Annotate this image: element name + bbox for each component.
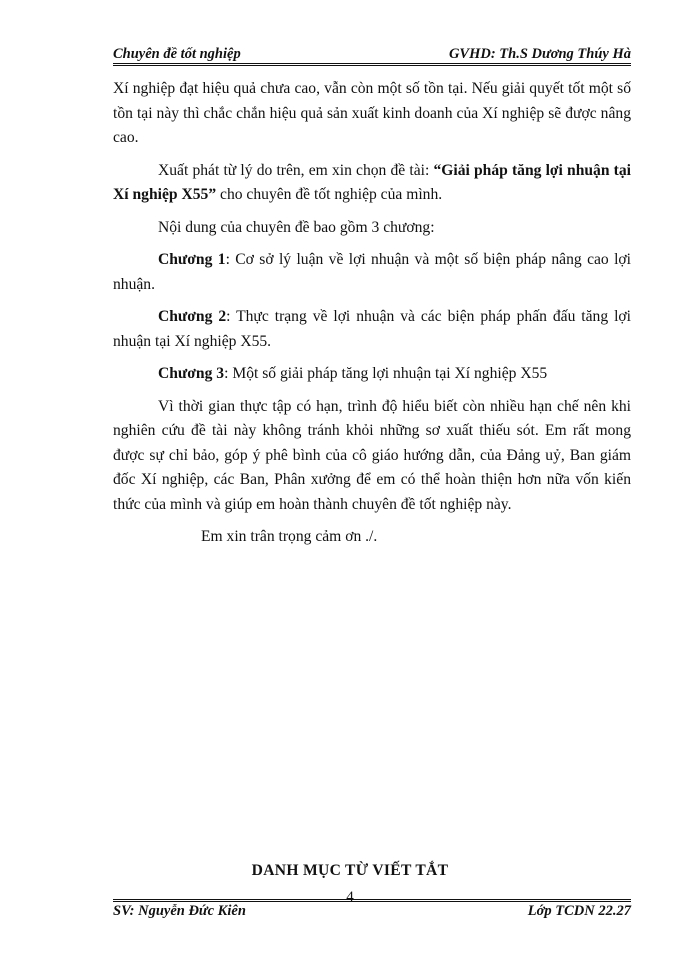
chapter-label: Chương 3 — [158, 365, 225, 382]
header-divider — [113, 63, 631, 66]
header-advisor: GVHD: Th.S Dương Thúy Hà — [448, 46, 631, 62]
topic-paragraph — [113, 159, 631, 208]
page-header — [113, 39, 631, 63]
footer-student: SV: Nguyễn Đức Kiên — [113, 903, 246, 919]
chapter-item — [113, 305, 631, 354]
footer-divider — [113, 899, 631, 902]
chapter-text: : Cơ sở lý luận về lợi nhuận và một số biện pháp nâng cao lợi nhuận. — [113, 251, 631, 293]
document-body — [113, 77, 631, 558]
chapter-label: Chương 1 — [158, 251, 226, 268]
topic-lead: Xuất phát từ lý do trên, em xin chọn đề tài: — [158, 161, 434, 179]
chapter-item — [113, 362, 631, 387]
chapter-text: : Một số giải pháp tăng lợi nhuận tại Xí nghiệp X55 — [224, 365, 548, 382]
intro-paragraph: Xí nghiệp đạt hiệu quả chưa cao, vẫn còn một số tồn tại. Nếu giải quyết tốt một số tồn tại này thì chắc chắn hiệu quả sản xuất kinh doanh của Xí nghiệp sẽ được nâng cao. — [113, 80, 631, 146]
page-number: 4 — [346, 889, 354, 905]
topic-tail: cho chuyên đề tốt nghiệp của mình. — [216, 186, 443, 203]
page-footer — [113, 903, 631, 920]
closing-paragraph: Vì thời gian thực tập có hạn, trình độ hiểu biết còn nhiều hạn chế nên khi nghiên cứu đề tài này không tránh khỏi những sơ xuất thiếu sót. Em rất mong được sự chỉ bảo, góp ý phê bình của cô giáo hướng dẫn, của Đảng uỷ, Ban giám đốc Xí nghiệp, các Ban, Phân xưởng để em có thể hoàn thiện hơn nữa vốn kiến thức của mình và giúp em hoàn thành chuyên đề tốt nghiệp này. — [113, 397, 631, 513]
header-doc-title: Chuyên đề tốt nghiệp — [113, 46, 241, 62]
section-title: DANH MỤC TỪ VIẾT TẮT — [251, 862, 449, 879]
chapter-item — [113, 248, 631, 297]
topic-title: “Giải pháp tăng lợi nhuận tại Xí nghiệp X55” — [113, 161, 631, 203]
chapter-text: : Thực trạng về lợi nhuận và các biện pháp phấn đấu tăng lợi nhuận tại Xí nghiệp X55. — [113, 308, 631, 350]
chapter-label: Chương 2 — [158, 308, 227, 325]
footer-class: Lớp TCDN 22.27 — [527, 903, 631, 919]
content-paragraph: Nội dung của chuyên đề bao gồm 3 chương: — [158, 218, 435, 236]
thanks-line: Em xin trân trọng cảm ơn ./. — [201, 528, 378, 545]
